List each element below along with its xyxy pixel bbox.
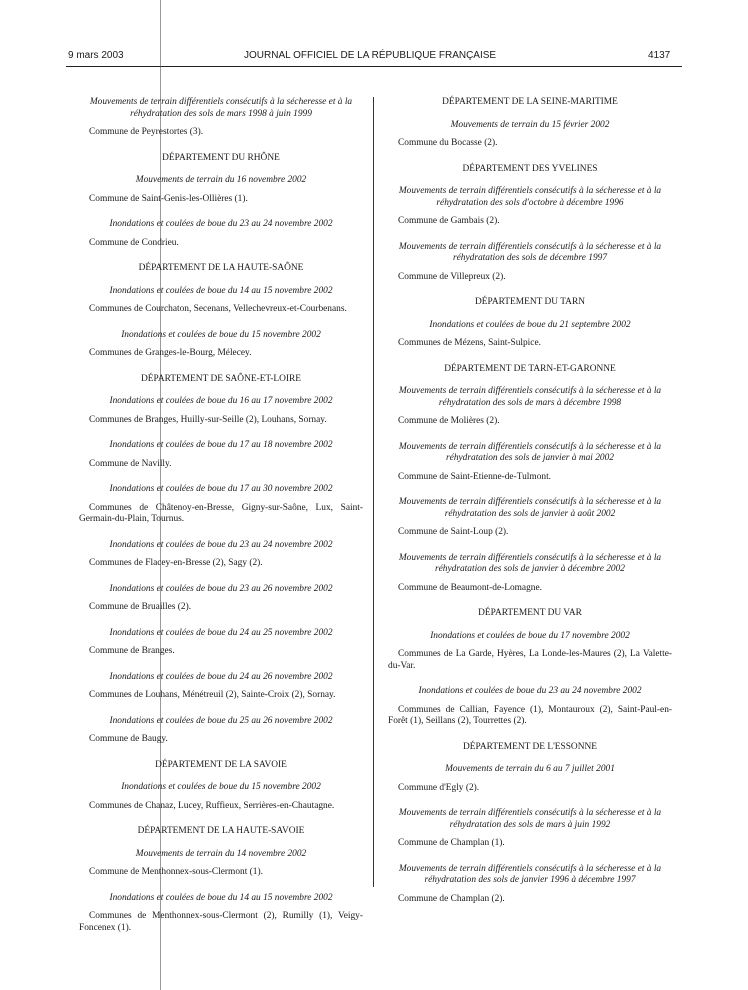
event-heading: Mouvements de terrain différentiels consécutifs à la sécheresse et à la réhydratation des sols d'octobre à décembre 1996: [398, 186, 662, 208]
event-heading: Mouvements de terrain différentiels consécutifs à la sécheresse et à la réhydratation des sols de mars à juin 1992: [398, 808, 662, 830]
department-title: DÉPARTEMENT DE LA SEINE-MARITIME: [442, 97, 618, 107]
decree-section: [79, 716, 363, 746]
decree-section: [388, 553, 672, 595]
event-heading: Inondations et coulées de boue du 17 au 18 novembre 2002: [109, 440, 333, 450]
event-heading: Inondations et coulées de boue du 17 novembre 2002: [430, 630, 630, 641]
communes-list: Commune de Molières (2).: [398, 416, 500, 426]
event-heading: Inondations et coulées de boue du 24 au 26 novembre 2002: [109, 671, 333, 682]
decree-section: [388, 442, 672, 484]
department-title: DÉPARTEMENT DU RHÔNE: [162, 152, 280, 163]
decree-section: [388, 808, 672, 850]
department-title: DÉPARTEMENT DU VAR: [478, 608, 582, 618]
decree-section: [79, 97, 363, 139]
event-heading: Mouvements de terrain différentiels consécutifs à la sécheresse et à la réhydratation des sols de janvier 1996 à décembre 1997: [398, 863, 662, 885]
event-heading: Inondations et coulées de boue du 23 au 24 novembre 2002: [418, 686, 642, 696]
page-number: 4137: [648, 50, 671, 61]
communes-list: Communes de Callian, Fayence (1), Montauroux (2), Saint-Paul-en-Forêt (1), Seillans (2), Tourrettes (2).: [388, 704, 672, 726]
event-heading: Mouvements de terrain du 14 novembre 2002: [135, 848, 307, 859]
department-title: DÉPARTEMENT DES YVELINES: [462, 163, 598, 174]
event-heading: Inondations et coulées de boue du 16 au 17 novembre 2002: [109, 396, 333, 406]
page-date: 9 mars 2003: [68, 50, 124, 61]
decree-section: [79, 263, 363, 316]
department-title: DÉPARTEMENT DE LA SAVOIE: [155, 759, 287, 770]
communes-list: Commune de Beaumont-de-Lomagne.: [398, 582, 542, 593]
department-title: DÉPARTEMENT DE SAÔNE-ET-LOIRE: [140, 373, 302, 384]
decree-section: [79, 893, 363, 935]
communes-list: Commune de Saint-Genis-les-Ollières (1).: [89, 193, 248, 204]
communes-list: Communes de Granges-le-Bourg, Mélecey.: [89, 348, 252, 358]
event-heading: Inondations et coulées de boue du 14 au 15 novembre 2002: [109, 892, 333, 903]
department-title: DÉPARTEMENT DE TARN-ET-GARONNE: [444, 363, 616, 374]
event-heading: Mouvements de terrain du 15 février 2002: [450, 119, 610, 130]
event-heading: Mouvements de terrain différentiels consécutifs à la sécheresse et à la réhydratation des sols de janvier à décembre 2002: [398, 552, 662, 574]
communes-list: Communes de Mézens, Saint-Sulpice.: [398, 338, 541, 348]
communes-list: Commune de Bruailles (2).: [89, 602, 192, 612]
decree-section: [79, 628, 363, 658]
decree-section: [79, 219, 363, 249]
communes-list: Communes de Menthonnex-sous-Clermont (2), Rumilly (1), Veigy-Foncenex (1).: [79, 911, 363, 933]
decree-section: [388, 297, 672, 350]
communes-list: Commune de Villepreux (2).: [398, 271, 506, 282]
decree-section: [79, 153, 363, 206]
right-column: [388, 97, 672, 919]
communes-list: Commune de Condrieu.: [89, 237, 179, 248]
decree-section: [388, 608, 672, 672]
left-column: [79, 97, 363, 948]
decree-section: [388, 742, 672, 795]
event-heading: Inondations et coulées de boue du 23 au 24 novembre 2002: [109, 219, 333, 229]
decree-section: [388, 864, 672, 906]
communes-list: Communes de Châtenoy-en-Bresse, Gigny-sur-Saône, Lux, Saint-Germain-du-Plain, Tournus.: [79, 502, 363, 524]
event-heading: Mouvements de terrain du 16 novembre 2002: [135, 175, 307, 185]
department-title: DÉPARTEMENT DU TARN: [475, 297, 585, 307]
department-title: DÉPARTEMENT DE L'ESSONNE: [463, 741, 597, 752]
column-divider: [373, 97, 374, 887]
decree-section: [388, 97, 672, 150]
decree-section: [79, 330, 363, 360]
communes-list: Commune du Bocasse (2).: [398, 138, 498, 148]
communes-list: Commune de Gambais (2).: [398, 216, 500, 226]
communes-list: Communes de Flacey-en-Bresse (2), Sagy (2).: [89, 558, 263, 568]
decree-section: [79, 540, 363, 570]
decree-section: [79, 672, 363, 702]
event-heading: Inondations et coulées de boue du 14 au 15 novembre 2002: [109, 285, 333, 296]
decree-section: [388, 497, 672, 539]
communes-list: Commune de Peyrestortes (3).: [89, 127, 204, 137]
decree-section: [79, 826, 363, 879]
decree-section: [388, 242, 672, 284]
decree-section: [79, 760, 363, 813]
decree-section: [388, 164, 672, 228]
communes-list: Communes de Courchaton, Secenans, Vellechevreux-et-Courbenans.: [89, 304, 347, 314]
decree-section: [388, 686, 672, 728]
header-rule: [66, 66, 682, 67]
event-heading: Mouvements de terrain du 6 au 7 juillet 2001: [445, 764, 615, 774]
event-heading: Inondations et coulées de boue du 23 au 26 novembre 2002: [109, 583, 333, 594]
communes-list: Commune de Champlan (1).: [398, 838, 505, 848]
event-heading: Mouvements de terrain différentiels consécutifs à la sécheresse et à la réhydratation des sols de janvier à août 2002: [398, 497, 662, 519]
event-heading: Inondations et coulées de boue du 15 novembre 2002: [121, 782, 321, 792]
decree-section: [79, 484, 363, 526]
department-title: DÉPARTEMENT DE LA HAUTE-SAVOIE: [137, 826, 305, 836]
communes-list: Communes de Louhans, Ménétreuil (2), Sainte-Croix (2), Sornay.: [89, 690, 336, 700]
communes-list: Commune de Saint-Loup (2).: [398, 527, 509, 537]
event-heading: Mouvements de terrain différentiels consécutifs à la sécheresse et à la réhydratation des sols de décembre 1997: [398, 241, 662, 263]
communes-list: Commune de Saint-Etienne-de-Tulmont.: [398, 471, 552, 482]
event-heading: Mouvements de terrain différentiels consécutifs à la sécheresse et à la réhydratation des sols de mars à décembre 1998: [398, 386, 662, 408]
communes-list: Commune de Menthonnex-sous-Clermont (1).: [89, 867, 263, 877]
event-heading: Inondations et coulées de boue du 17 au 30 novembre 2002: [109, 484, 333, 494]
communes-list: Commune de Navilly.: [89, 458, 172, 469]
decree-section: [79, 584, 363, 614]
communes-list: Communes de Branges, Huilly-sur-Seille (2), Louhans, Sornay.: [89, 414, 327, 425]
decree-section: [79, 374, 363, 427]
event-heading: Inondations et coulées de boue du 15 novembre 2002: [121, 329, 321, 340]
event-heading: Mouvements de terrain différentiels consécutifs à la sécheresse et à la réhydratation des sols de mars 1998 à juin 1999: [89, 97, 353, 119]
communes-list: Communes de La Garde, Hyères, La Londe-les-Maures (2), La Valette-du-Var.: [388, 649, 672, 671]
event-heading: Inondations et coulées de boue du 25 au 26 novembre 2002: [109, 715, 333, 726]
decree-section: [79, 440, 363, 470]
communes-list: Commune de Branges.: [89, 646, 175, 656]
communes-list: Commune d'Egly (2).: [398, 782, 480, 793]
decree-section: [388, 364, 672, 428]
event-heading: Mouvements de terrain différentiels consécutifs à la sécheresse et à la réhydratation des sols de janvier à mai 2002: [398, 441, 662, 463]
department-title: DÉPARTEMENT DE LA HAUTE-SAÔNE: [138, 263, 304, 273]
communes-list: Communes de Chanaz, Lucey, Ruffieux, Serrières-en-Chautagne.: [89, 800, 335, 811]
event-heading: Inondations et coulées de boue du 21 septembre 2002: [429, 319, 631, 330]
communes-list: Commune de Baugy.: [89, 734, 168, 744]
communes-list: Commune de Champlan (2).: [398, 893, 505, 904]
journal-title: JOURNAL OFFICIEL DE LA RÉPUBLIQUE FRANÇAISE: [244, 50, 497, 61]
event-heading: Inondations et coulées de boue du 23 au 24 novembre 2002: [109, 539, 333, 550]
event-heading: Inondations et coulées de boue du 24 au 25 novembre 2002: [109, 627, 333, 638]
